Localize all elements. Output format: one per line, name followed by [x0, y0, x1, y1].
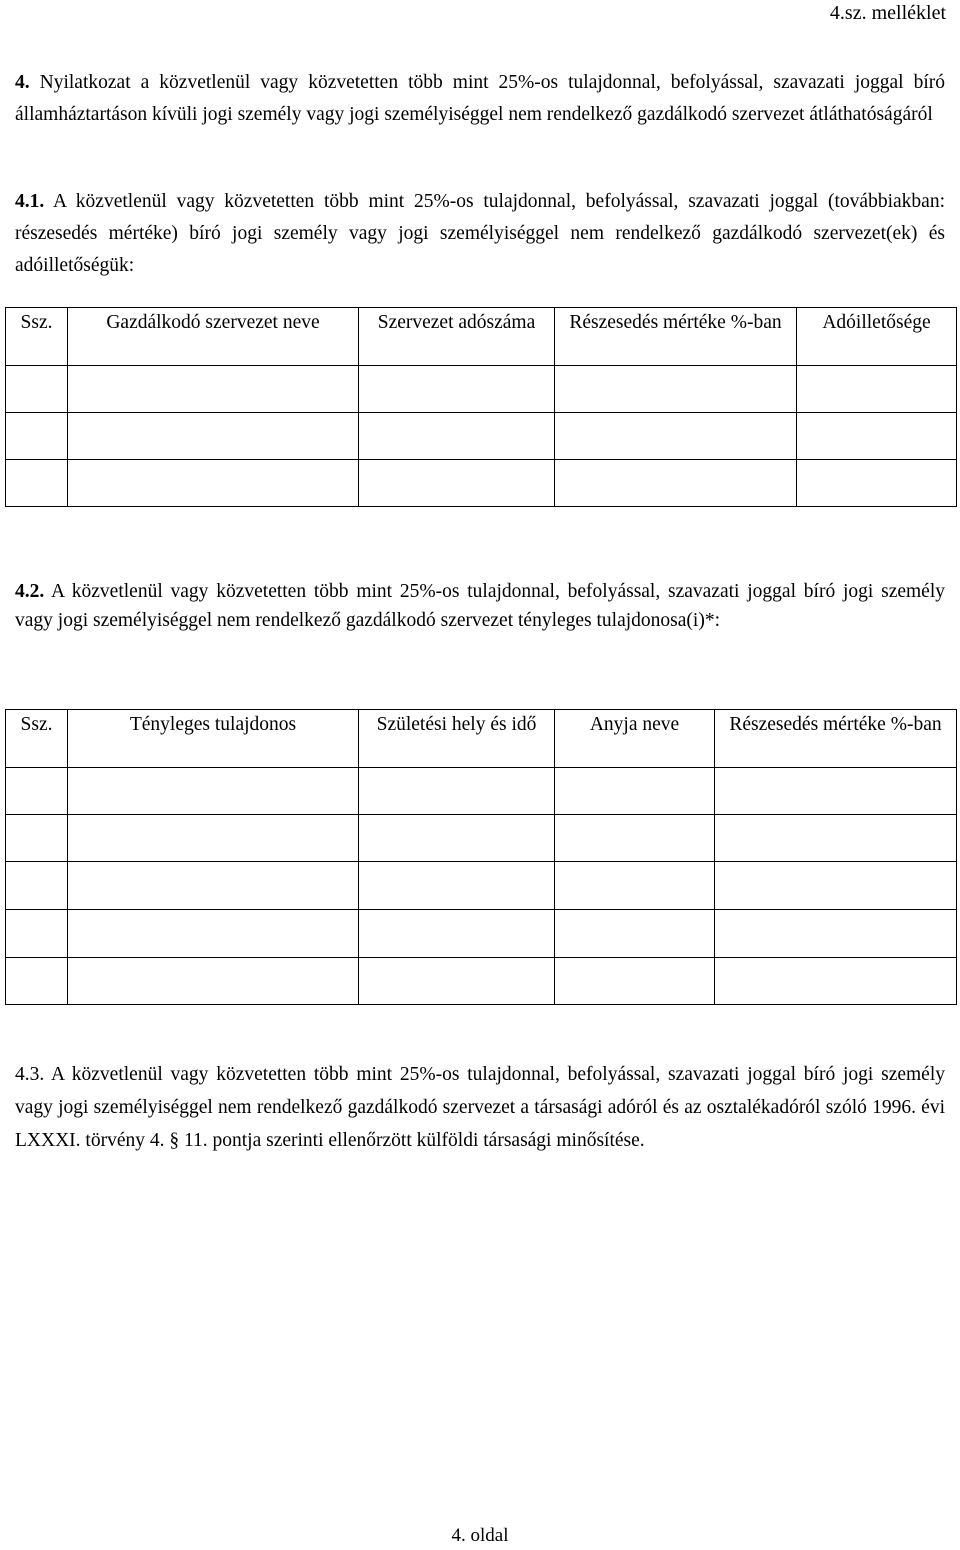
table-cell[interactable] [715, 862, 957, 910]
table-cell[interactable] [715, 910, 957, 958]
table-cell[interactable] [715, 815, 957, 862]
table-cell[interactable] [797, 460, 957, 507]
header-cell-beneficial-owner: Tényleges tulajdonos [68, 710, 359, 768]
table-cell[interactable] [68, 958, 359, 1005]
table-cell[interactable] [68, 460, 359, 507]
table-cell[interactable] [715, 958, 957, 1005]
table-row [6, 910, 957, 958]
table-cell[interactable] [555, 366, 797, 413]
table-cell[interactable] [6, 862, 68, 910]
table-cell[interactable] [359, 862, 555, 910]
table-cell[interactable] [68, 862, 359, 910]
header-cell-share-percent: Részesedés mértéke %-ban [555, 308, 797, 366]
table-cell[interactable] [555, 815, 715, 862]
section-4-2-text: A közvetlenül vagy közvetetten több mint 25%-os tulajdonnal, befolyással, szavazati joggal bíró jogi személy vagy jogi személyiséggel nem rendelkező gazdálkodó szervezet tényleges tulajdonosa(i)*: [15, 581, 945, 631]
table-cell[interactable] [797, 366, 957, 413]
table-cell[interactable] [555, 862, 715, 910]
table-row [6, 862, 957, 910]
page-footer: 4. oldal [451, 1525, 509, 1546]
table-header-row [6, 308, 957, 366]
table-cell[interactable] [6, 460, 68, 507]
organization-table [5, 307, 957, 507]
table-cell[interactable] [555, 413, 797, 460]
header-cell-tax-residency: Adóilletősége [797, 308, 957, 366]
table-cell[interactable] [555, 768, 715, 815]
table-cell[interactable] [6, 815, 68, 862]
table-cell[interactable] [6, 366, 68, 413]
table-cell[interactable] [359, 460, 555, 507]
table-cell[interactable] [359, 958, 555, 1005]
section-4-3-number: 4.3. [15, 1064, 45, 1085]
table-row [6, 460, 957, 507]
table-row [6, 366, 957, 413]
section-4-1-text: A közvetlenül vagy közvetetten több mint 25%-os tulajdonnal, befolyással, szavazati joggal (továbbiakban: részesedés mértéke) bíró jogi személy vagy jogi személyiséggel nem rendelkező gazdálkodó szervezet(ek) és adóilletőségük: [15, 191, 945, 276]
table-row [6, 413, 957, 460]
table-cell[interactable] [555, 958, 715, 1005]
section-4-2-number: 4.2. [15, 581, 45, 602]
table-cell[interactable] [68, 815, 359, 862]
header-cell-birth-place-date: Születési hely és idő [359, 710, 555, 768]
table-cell[interactable] [68, 366, 359, 413]
section-4-3-paragraph [15, 1058, 945, 1157]
table-cell[interactable] [359, 815, 555, 862]
section-4-number: 4. [15, 72, 30, 93]
table-cell[interactable] [555, 910, 715, 958]
header-cell-mother-name: Anyja neve [555, 710, 715, 768]
table-cell[interactable] [359, 910, 555, 958]
table-cell[interactable] [359, 366, 555, 413]
table-cell[interactable] [6, 910, 68, 958]
table-cell[interactable] [555, 460, 797, 507]
header-cell-org-name: Gazdálkodó szervezet neve [68, 308, 359, 366]
table-cell[interactable] [6, 958, 68, 1005]
header-cell-ssz: Ssz. [6, 710, 68, 768]
table-row [6, 815, 957, 862]
section-4-1-paragraph [15, 186, 945, 282]
table-row [6, 958, 957, 1005]
section-4-2-paragraph [15, 577, 945, 635]
table-cell[interactable] [6, 768, 68, 815]
beneficial-owner-table [5, 709, 957, 1005]
table-cell[interactable] [715, 768, 957, 815]
table-cell[interactable] [6, 413, 68, 460]
header-cell-share-percent: Részesedés mértéke %-ban [715, 710, 957, 768]
section-4-3-text: A közvetlenül vagy közvetetten több mint 25%-os tulajdonnal, befolyással, szavazati joggal bíró jogi személy vagy jogi személyiséggel nem rendelkező gazdálkodó szervezet a társasági adóról és az osztalékadóról szóló 1996. évi LXXXI. törvény 4. § 11. pontja szerinti ellenőrzött külföldi társasági minősítése. [15, 1064, 945, 1151]
table-cell[interactable] [68, 910, 359, 958]
table-header-row [6, 710, 957, 768]
table-cell[interactable] [68, 413, 359, 460]
table-cell[interactable] [359, 413, 555, 460]
header-cell-tax-number: Szervezet adószáma [359, 308, 555, 366]
table-row [6, 768, 957, 815]
table-cell[interactable] [797, 413, 957, 460]
section-4-title: Nyilatkozat a közvetlenül vagy közvetetten több mint 25%-os tulajdonnal, befolyással, szavazati joggal bíró államháztartáson kívüli jogi személy vagy jogi személyiséggel nem rendelkező gazdálkodó szervezet átláthatóságáról [15, 72, 945, 125]
section-4-1-number: 4.1. [15, 191, 45, 212]
table-cell[interactable] [359, 768, 555, 815]
section-4-heading [15, 67, 945, 131]
header-cell-ssz: Ssz. [6, 308, 68, 366]
table-cell[interactable] [68, 768, 359, 815]
annex-label: 4.sz. melléklet [829, 2, 946, 24]
